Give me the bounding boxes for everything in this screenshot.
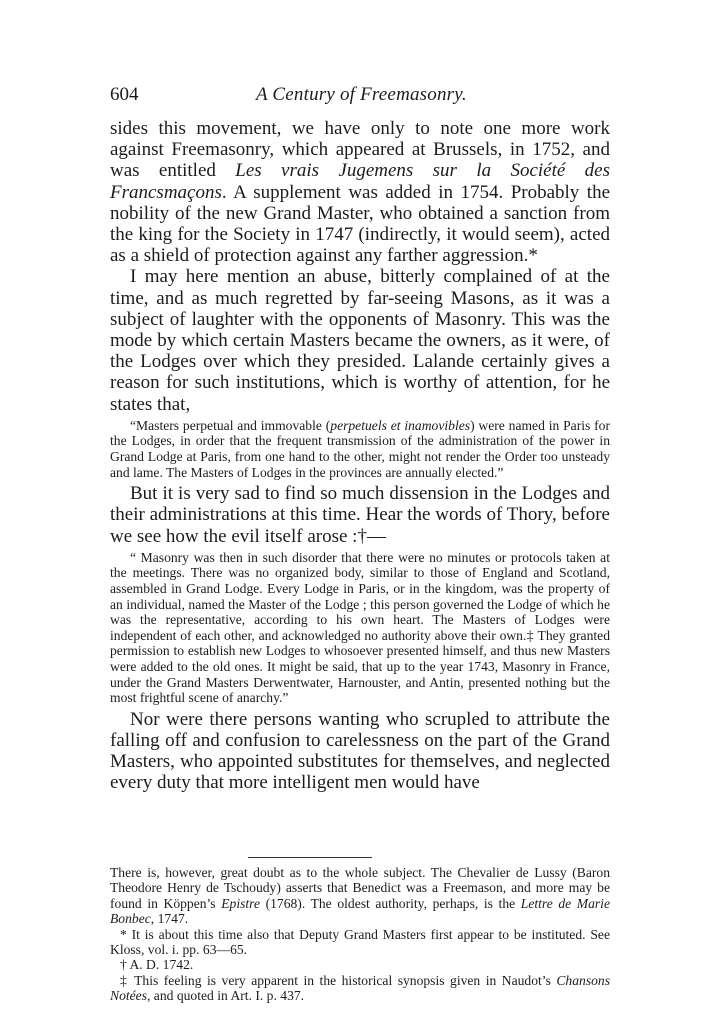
page-header	[110, 82, 610, 108]
running-title: A Century of Freemasonry.	[256, 84, 467, 105]
footnote-continued	[110, 865, 610, 927]
paragraph-3: But it is very sad to find so much dissension in the Lodges and their administrations at this time. Hear the words of Thory, before we see how the evil itself arose :†—	[110, 483, 610, 547]
paragraph-4: Nor were there persons wanting who scrupled to attribute the falling off and confusion to carelessness on the part of the Grand Masters, who appointed substitutes for themselves, and neglected every duty that more intelligent men would have	[110, 708, 610, 794]
quote-lalande	[110, 418, 610, 480]
footnote-double-dagger-text-a: ‡ This feeling is very apparent in the historical synopsis given in Naudot’s	[120, 972, 557, 988]
footnote-double-dagger	[110, 973, 610, 1004]
footnote-continued-italic-1: Epistre	[221, 895, 260, 911]
quote-lalande-text-a: “Masters perpetual and immovable (	[130, 417, 331, 433]
footnotes	[110, 865, 610, 1004]
footnote-double-dagger-italic: Chansons Notées	[110, 972, 610, 1004]
footnote-asterisk: * It is about this time also that Deputy Grand Masters first appear to be instituted. See Kloss, vol. i. pp. 63—65.	[110, 926, 610, 958]
page-number: 604	[110, 84, 139, 105]
footnote-continued-text-a: There is, however, great doubt as to the whole subject. The Chevalier de Lussy (Baron Theodore Henry de Tschoudy) asserts that Benedict was a Freemason, and more may be found in Köppen’s	[110, 865, 610, 911]
footnote-double-dagger-text-b: , and quoted in Art. I. p. 437.	[147, 988, 305, 1004]
paragraph-1	[110, 118, 610, 266]
quote-thory: “ Masonry was then in such disorder that there were no minutes or protocols taken at the meetings. There was no organized body, similar to those of England and Scotland, assembled in Grand Lodge. Every Lodge in Paris, or in the kingdom, was the property of an individual, named the Master of the Lodge ; this person governed the Lodge of which he was the representative, according to his own heart. The Masters of Lodges were independent of each other, and acknowledged no authority above their own.‡ They granted permission to establish new Lodges to whosoever presented himself, and thus new Masters were added to the old ones. It might be said, that up to the year 1743, Masonry in France, under the Grand Masters Derwentwater, Harnouster, and Antin, presented nothing but the most frightful scene of anarchy.”	[110, 549, 610, 706]
footnote-divider	[248, 857, 372, 858]
footnote-dagger: † A. D. 1742.	[120, 957, 194, 973]
paragraph-2: I may here mention an abuse, bitterly complained of at the time, and as much regretted by far-seeing Masons, as it was a subject of laughter with the opponents of Masonry. This was the mode by which certain Masters became the owners, as it were, of the Lodges over which they presided. Lalande certainly gives a reason for such institutions, which is worthy of attention, for he states that,	[110, 266, 610, 415]
book-title-italic: Les vrais Jugemens sur la Société des Francsmaçons	[110, 160, 611, 203]
footnote-continued-text-b: (1768). The oldest authority, perhaps, is the	[259, 895, 521, 911]
footnote-continued-text-c: , 1747.	[150, 911, 189, 927]
paragraph-1-text-a: sides this movement, we have only to note one more work against Freemasonry, which appeared at Brussels, in 1752, and was entitled	[110, 118, 610, 182]
paragraph-1-text-b: . A supplement was added in 1754. Probably the nobility of the new Grand Master, who obtained a sanction from the king for the Society in 1747 (indirectly, it would seem), acted as a shield of protection against any farther aggression.*	[110, 181, 610, 267]
footnote-continued-italic-2: Lettre de Marie Bonbec	[110, 895, 610, 927]
quote-lalande-text-b: ) were named in Paris for the Lodges, in order that the frequent transmission of the administration of the power in Grand Lodge at Paris, from one hand to the other, might not render the Order too unsteady and lame. The Masters of Lodges in the provinces are annually elected.”	[110, 417, 610, 480]
quote-lalande-italic: perpetuels et inamovibles	[330, 417, 471, 433]
main-text	[110, 118, 610, 794]
